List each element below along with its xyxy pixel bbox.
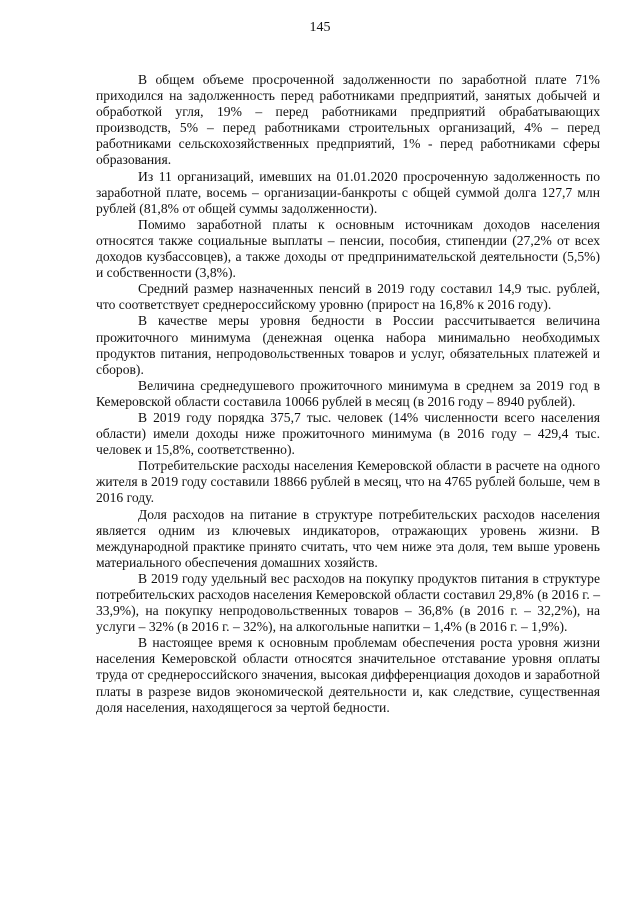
paragraph-subsistence-minimum-value: Величина среднедушевого прожиточного минимума в среднем за 2019 год в Кемеровской области составила 10066 рублей в месяц (в 2016 году – 8940 рублей). [96, 377, 600, 409]
document-body [96, 72, 600, 716]
paragraph-income-sources: Помимо заработной платы к основным источникам доходов населения относятся также социальные выплаты – пенсии, пособия, стипендии (27,2% от всех доходов кузбассовцев), а также доходы от предпринимательской деятельности (5,5%) и собственности (3,8%). [96, 216, 600, 281]
paragraph-average-pension: Средний размер назначенных пенсий в 2019 году составил 14,9 тыс. рублей, что соответствует среднероссийскому уровню (прирост на 16,8% к 2016 году). [96, 281, 600, 313]
paragraph-living-standard-problems: В настоящее время к основным проблемам обеспечения роста уровня жизни населения Кемеровской области относятся значительное отставание уровня оплаты труда от среднероссийского значения, высокая дифференциация доходов и заработной платы в разрезе видов экономической деятельности и, как следствие, существенная доля населения, находящегося за чертой бедности. [96, 635, 600, 715]
paragraph-subsistence-minimum-definition: В качестве меры уровня бедности в России рассчитывается величина прожиточного минимума (денежная оценка набора минимально необходимых продуктов питания, непродовольственных товаров и услуг, обязательных платежей и сборов). [96, 313, 600, 377]
page-number: 145 [309, 20, 331, 35]
paragraph-consumer-spending: Потребительские расходы населения Кемеровской области в расчете на одного жителя в 2019 году составили 18866 рублей в месяц, что на 4765 рублей больше, чем в 2016 году. [96, 458, 600, 506]
paragraph-bankrupt-organizations: Из 11 организаций, имевших на 01.01.2020 просроченную задолженность по заработной плате, восемь – организации-банкроты с общей суммой долга 127,7 млн рублей (81,8% от общей суммы задолженности). [96, 168, 600, 216]
paragraph-food-share-indicator: Доля расходов на питание в структуре потребительских расходов населения является одним из ключевых индикаторов, отражающих уровень жизни. В международной практике принято считать, что чем ниже эта доля, тем выше уровень материального обеспечения домашних хозяйств. [96, 506, 600, 570]
paragraph-spending-structure: В 2019 году удельный вес расходов на покупку продуктов питания в структуре потребительских расходов населения Кемеровской области составил 29,8% (в 2016 г. – 33,9%), на покупку непродовольственных товаров – 36,8% (в 2016 г. – 32,2%), на услуги – 32% (в 2016 г. – 32%), на алкогольные напитки – 1,4% (в 2016 г. – 1,9%). [96, 570, 600, 635]
paragraph-population-below-minimum: В 2019 году порядка 375,7 тыс. человек (14% численности всего населения области) имели доходы ниже прожиточного минимума (в 2016 году – 429,4 тыс. человек и 15,8%, соответственно). [96, 409, 600, 458]
paragraph-overdue-debt-structure: В общем объеме просроченной задолженности по заработной плате 71% приходился на задолженность перед работниками предприятий, занятых добычей и обработкой угля, 19% – перед работниками предприятий обрабатывающих производств, 5% – перед работниками строительных организаций, 4% – перед работниками сельскохозяйственных предприятий, 1% - перед работниками сферы образования. [96, 72, 600, 168]
